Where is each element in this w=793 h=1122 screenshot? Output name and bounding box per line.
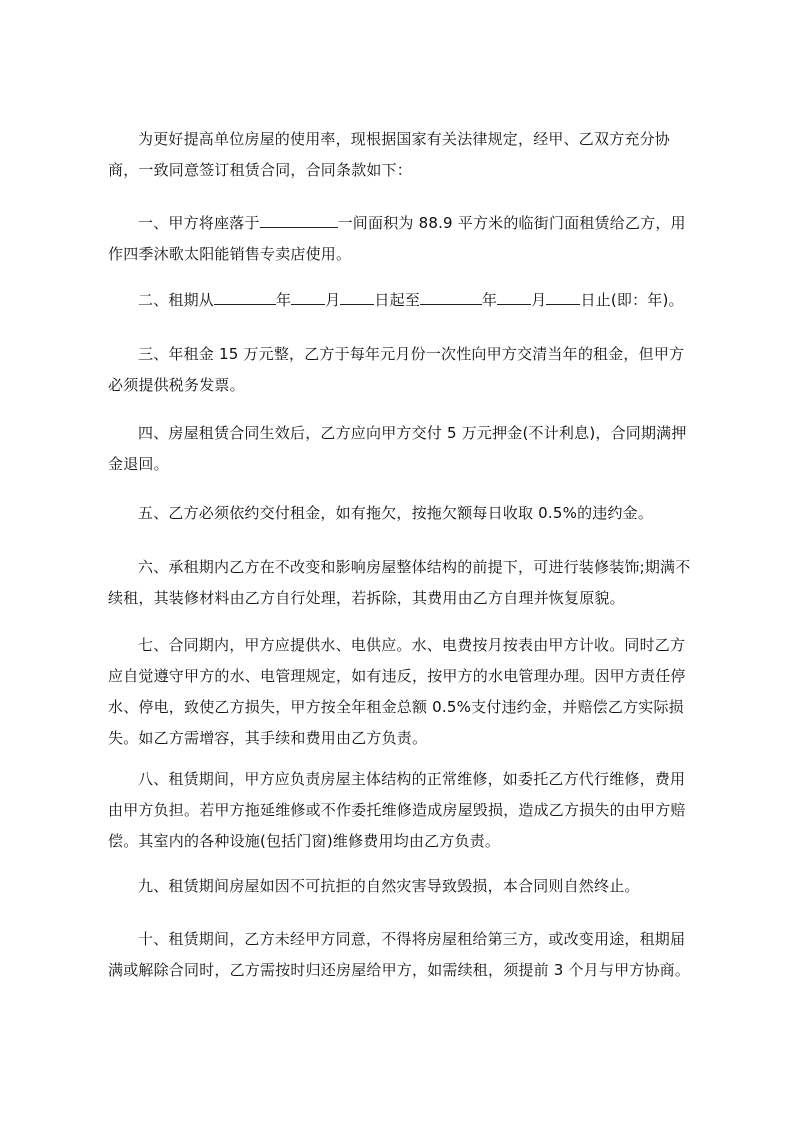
clause-4: 四、房屋租赁合同生效后，乙方应向甲方交付 5 万元押金(不计利息)，合同期满押金退回。	[108, 424, 687, 473]
clause-7: 七、合同期内，甲方应提供水、电供应。水、电费按月按表由甲方计收。同时乙方应自觉遵守甲方的水、电管理规定，如有违反，按甲方的水电管理办理。因甲方责任停水、停电，致使乙方损失，甲方按全年租金总额 0.5%支付违约金，并赔偿乙方实际损失。如乙方需增容，其手续和费用由乙方负责。	[108, 636, 686, 747]
clause-8: 八、租赁期间，甲方应负责房屋主体结构的正常维修，如委托乙方代行维修，费用由甲方负担。若甲方拖延维修或不作委托维修造成房屋毁损，造成乙方损失的由甲方赔偿。其室内的各种设施(包括门窗)维修费用均由乙方负责。	[108, 770, 686, 850]
start-day-blank	[340, 287, 374, 305]
clause-5: 五、乙方必须依约交付租金，如有拖欠，按拖欠额每日收取 0.5%的违约金。	[138, 504, 654, 522]
start-year-blank	[214, 287, 276, 305]
clause-1-text-before: 一、甲方将座落于	[138, 214, 260, 232]
clause-1-text-after: 一间面积为 88.9 平方米的临街门面租赁给乙方，用作四季沐歌太阳能销售专卖店使用。	[108, 214, 686, 263]
clause-2	[108, 285, 696, 316]
clause-2-month1: 月	[325, 291, 341, 309]
clause-2-day2: 日止(即：年)。	[580, 291, 684, 309]
clause-6: 六、承租期内乙方在不改变和影响房屋整体结构的前提下，可进行装修装饰;期满不续租，其装修材料由乙方自行处理，若拆除，其费用由乙方自理并恢复原貌。	[108, 558, 691, 607]
clause-2-year1: 年	[276, 291, 292, 309]
clause-2-year2: 年	[482, 291, 498, 309]
location-blank	[260, 210, 338, 228]
clause-9: 九、租赁期间房屋如因不可抗拒的自然灾害导致毁损，本合同则自然终止。	[138, 877, 640, 895]
start-month-blank	[291, 287, 325, 305]
clause-2-month2: 月	[531, 291, 547, 309]
end-day-blank	[546, 287, 580, 305]
clause-1	[108, 208, 696, 270]
clause-2-day1: 日起至	[374, 291, 421, 309]
intro-paragraph: 为更好提高单位房屋的使用率，现根据国家有关法律规定，经甲、乙双方充分协商，一致同意签订租赁合同，合同条款如下：	[108, 130, 671, 179]
clause-2-prefix: 二、租期从	[138, 291, 215, 309]
end-year-blank	[420, 287, 482, 305]
clause-10: 十、租赁期间，乙方未经甲方同意，不得将房屋租给第三方，或改变用途，租期届满或解除合同时，乙方需按时归还房屋给甲方，如需续租，须提前 3 个月与甲方协商。	[108, 930, 691, 979]
end-month-blank	[497, 287, 531, 305]
clause-3: 三、年租金 15 万元整，乙方于每年元月份一次性向甲方交清当年的租金，但甲方必须提供税务发票。	[108, 345, 685, 394]
